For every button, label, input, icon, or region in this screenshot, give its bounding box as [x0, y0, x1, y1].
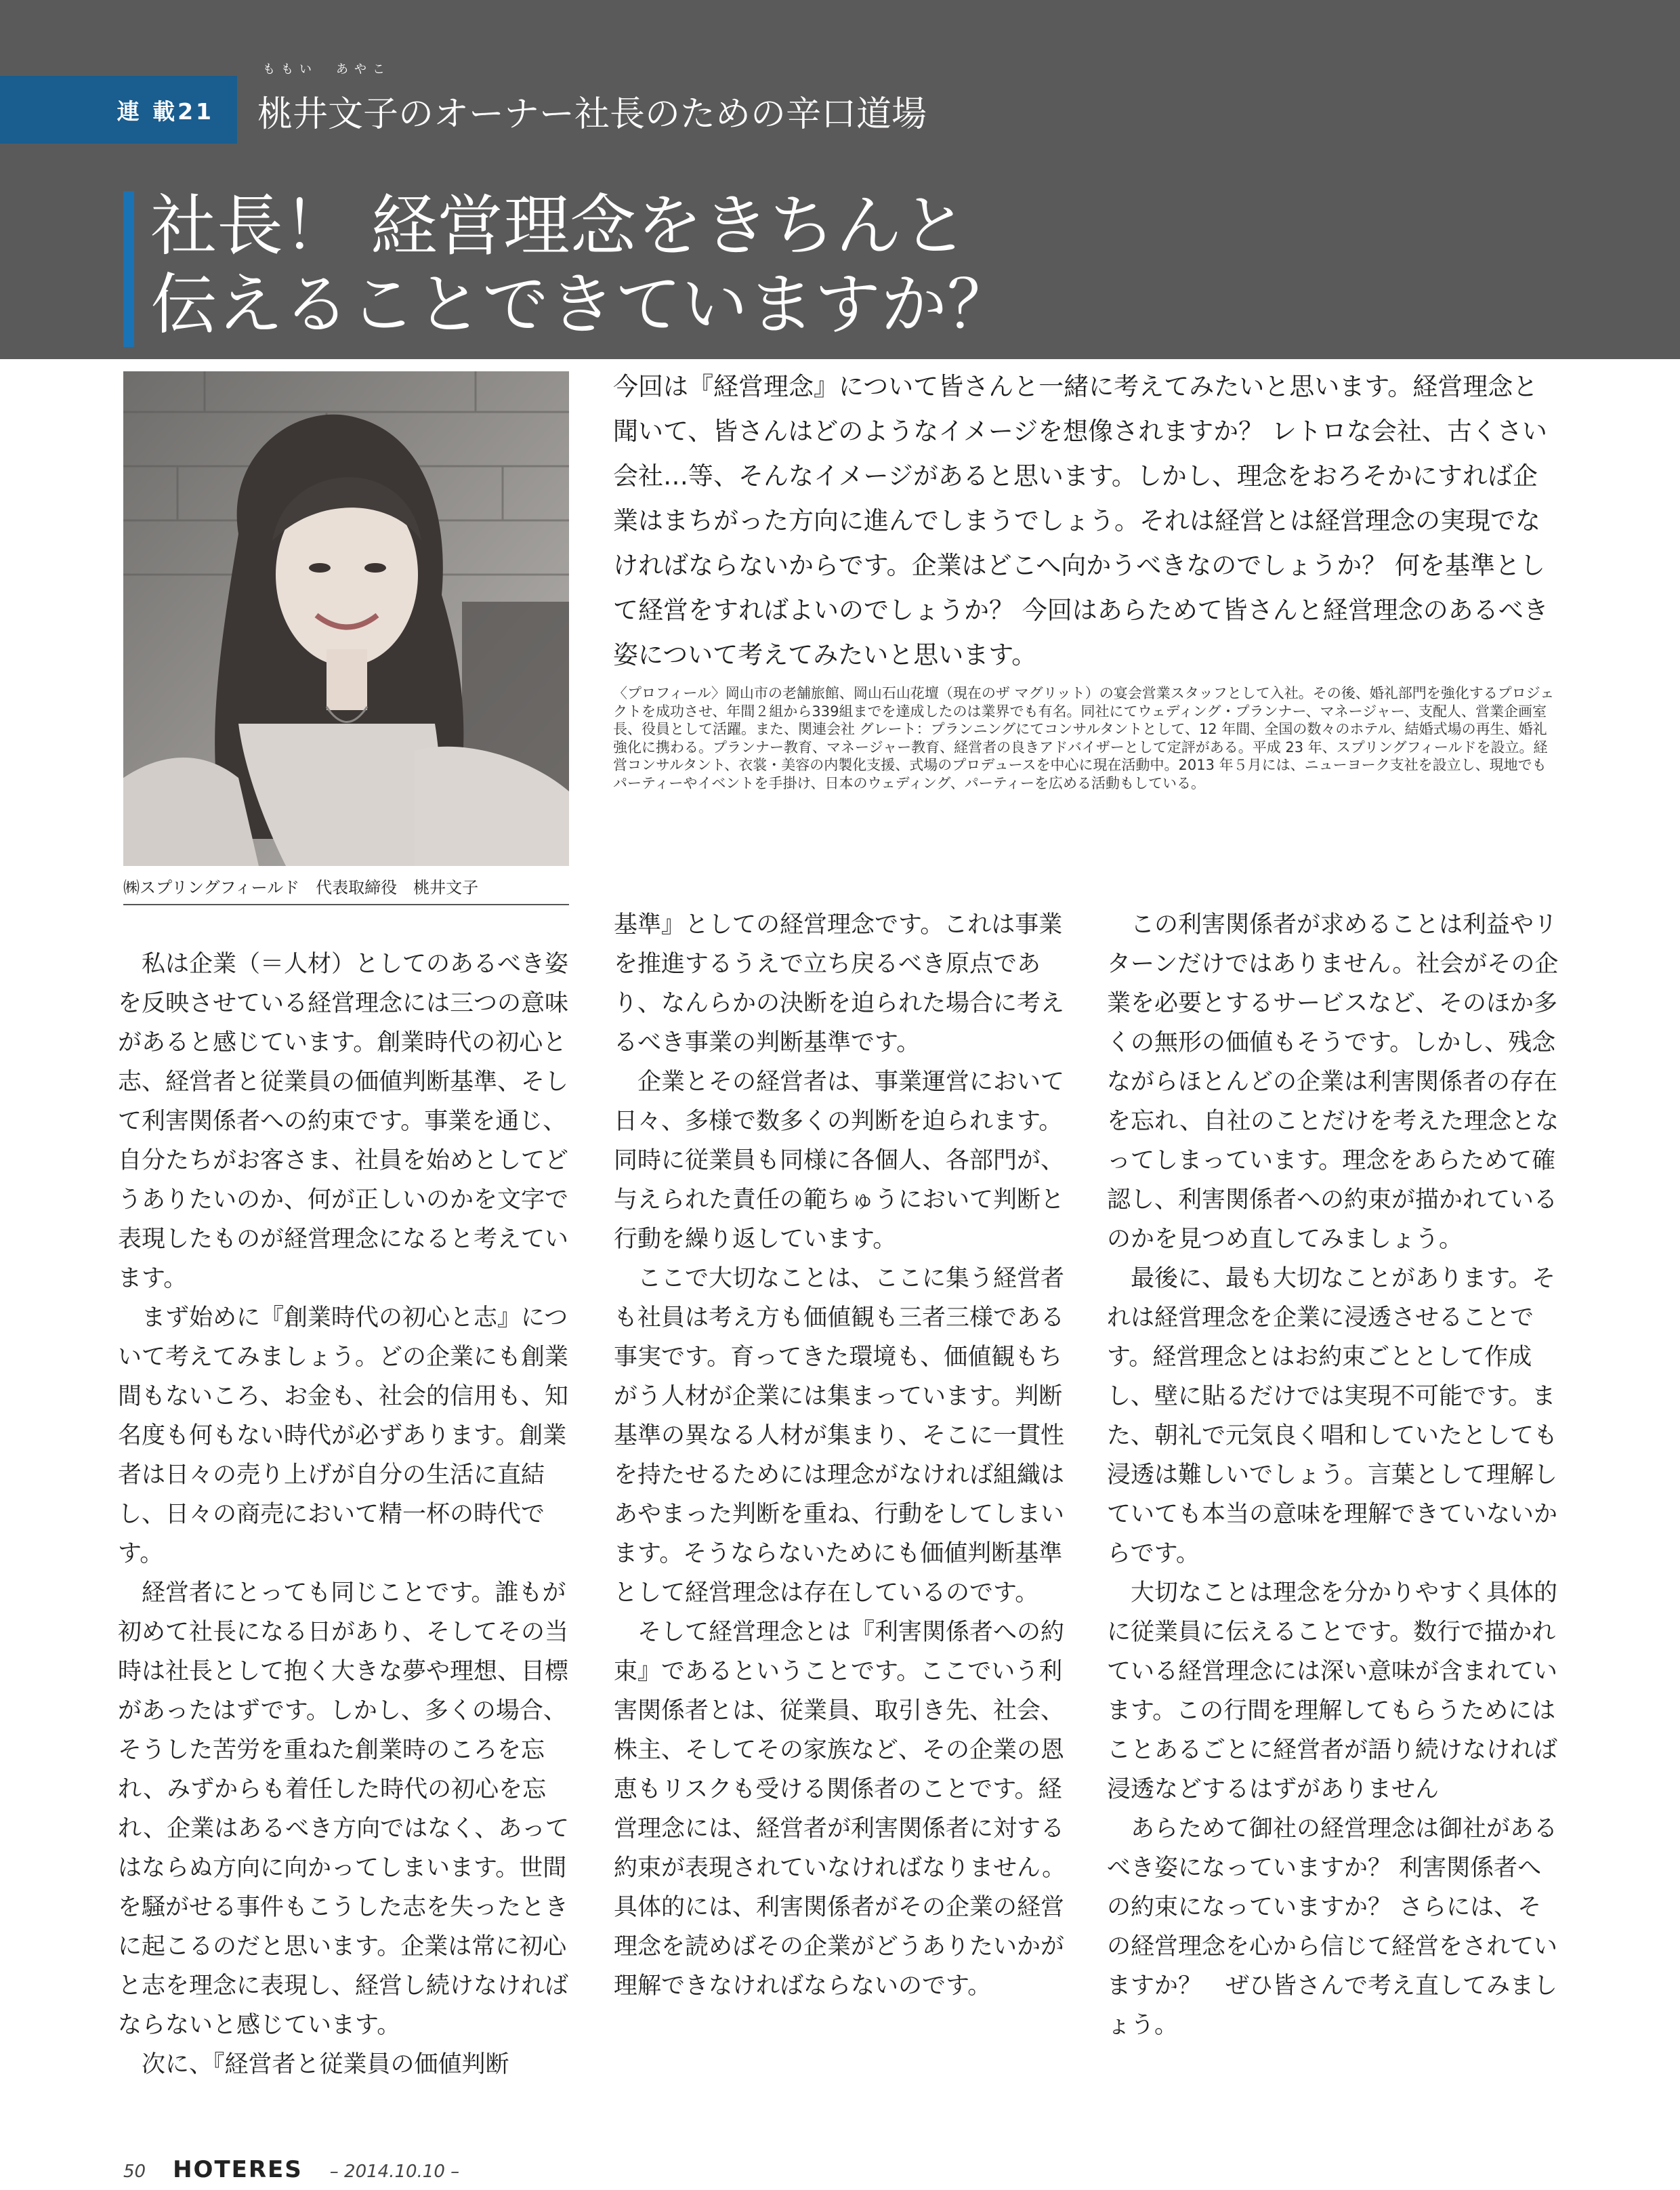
profile: [613, 684, 1558, 792]
lead-text: 今回は『経営理念』について皆さんと一緒に考えてみたいと思います。経営理念と聞いて、皆さんはどのようなイメージを想像されますか？ レトロな会社、古くさい会社…等、そんなイメージがあると思います。しかし、理念をおろそかにすれば企業はまちがった方向に進んでしまうでしょう。それは経営とは経営理念の実現でなければならないからです。企業はどこへ向かうべきなのでしょうか？ 何を基準として経営をすればよいのでしょうか？ 今回はあらためて皆さんと経営理念のあるべき姿について考えてみたいと思います。: [613, 372, 1549, 669]
title-line-2: 伝えることできていますか？: [150, 266, 1014, 344]
series-tag: 連 載21: [0, 76, 237, 144]
paragraph: 最後に、最も大切なことがあります。それは経営理念を企業に浸透させることです。経営理念とはお約束ごととして作成し、壁に貼るだけでは実現不可能です。また、朝礼で元気良く唱和していたとしても浸透は難しいでしょう。言葉として理解していても本当の意味を理解できていないからです。: [1107, 1265, 1558, 1567]
paragraph: まず始めに『創業時代の初心と志』について考えてみましょう。どの企業にも創業間もないころ、お金も、社会的信用も、知名度も何もない時代が必ずあります。創業者は日々の売り上げが自分の生活に直結し、日々の商売において精一杯の時代です。: [118, 1304, 569, 1567]
paragraph: ここで大切なことは、ここに集う経営者も社員は考え方も価値観も三者三様である事実です。育ってきた環境も、価値観もちがう人材が企業には集まっています。判断基準の異なる人材が集まり、そこに一貫性を持たせるためには理念がなければ組織はあやまった判断を重ね、行動をしてしまいます。そうならないためにも価値判断基準として経営理念は存在しているのです。: [614, 1265, 1065, 1607]
photo-caption: ㈱スプリングフィールド 代表取締役 桃井文子: [123, 878, 479, 897]
series-title: 桃井文子のオーナー社長のための辛口道場: [257, 94, 927, 135]
issue-date: – 2014.10.10 –: [329, 2162, 460, 2182]
paragraph: この利害関係者が求めることは利益やリターンだけではありません。社会がその企業を必要とするサービスなど、そのほか多くの無形の価値もそうです。しかし、残念ながらほとんどの企業は利害関係者の存在を忘れ、自社のことだけを考えた理念となってしまっています。理念をあらためて確認し、利害関係者への約束が描かれているのかを見つめ直してみましょう。: [1107, 911, 1559, 1253]
profile-text: 〈プロフィール〉岡山市の老舗旅館、岡山石山花壇（現在のザ マグリット）の宴会営業スタッフとして入社。その後、婚礼部門を強化するプロジェクトを成功させ、年間２組から339組までを達成したのは業界でも有名。同社にてウェディング・プランナー、マネージャー、支配人、営業企画室長、役員として活躍。また、関連会社 グレート：プランニングにてコンサルタントとして、12 年間、全国の数々のホテル、結婚式場の再生、婚礼強化に携わる。プランナー教育、マネージャー教育、経営者の良きアドバイザーとして定評がある。平成 23 年、スプリングフィールドを設立。経営コンサルタント、衣裳・美容の内製化支援、式場のプロデュースを中心に現在活動中。2013 年５月には、ニューヨーク支社を設立し、現地でもパーティーやイベントを手掛け、日本のウェディング、パーティーを広める活動もしている。: [613, 685, 1555, 791]
author-photo: [123, 371, 569, 866]
paragraph-continued: 基準』としての経営理念です。これは事業を推進するうえで立ち戻るべき原点であり、なんらかの決断を迫られた場合に考えるべき事業の判断基準です。: [614, 911, 1065, 1056]
paragraph: 経営者にとっても同じことです。誰もが初めて社長になる日があり、そしてその当時は社長として抱く大きな夢や理想、目標があったはずです。しかし、多くの場合、そうした苦労を重ねた創業時のころを忘れ、みずからも着任した時代の初心を忘れ、企業はあるべき方向ではなく、あってはならぬ方向に向かってしまいます。世間を騒がせる事件もこうした志を失ったときに起こるのだと思います。企業は常に初心と志を理念に表現し、経営し続けなければならないと感じています。: [118, 1579, 570, 2039]
paragraph: 私は企業（＝人材）としてのあるべき姿を反映させている経営理念には三つの意味があると感じています。創業時代の初心と志、経営者と従業員の価値判断基準、そして利害関係者への約束です。事業を通じ、自分たちがお客さま、社員を始めとしてどうありたいのか、何が正しいのかを文字で表現したものが経営理念になると考えています。: [118, 951, 569, 1292]
paragraph: そして経営理念とは『利害関係者への約束』であるということです。ここでいう利害関係者とは、従業員、取引き先、社会、株主、そしてその家族など、その企業の恩恵もリスクも受ける関係者のことです。経営理念には、経営者が利害関係者に対する約束が表現されていなければなりません。具体的には、利害関係者がその企業の経営理念を読めばその企業がどうありたいかが理解できなければならないのです。: [614, 1619, 1066, 2000]
lead-paragraph: [613, 365, 1558, 678]
page-title: [150, 187, 1013, 344]
paragraph: 大切なことは理念を分かりやすく具体的に従業員に伝えることです。数行で描かれている経営理念には深い意味が含まれています。この行間を理解してもらうためにはことあるごとに経営者が語り続けなければ浸透などするはずがありません: [1107, 1579, 1558, 1803]
body-column-2: [614, 905, 1066, 2006]
author-ruby: ももい あやこ: [263, 62, 391, 77]
caption-divider: [123, 904, 569, 905]
title-line-1: 社長！ 経営理念をきちんと: [150, 188, 969, 265]
body-column-1: [118, 945, 570, 2084]
page-footer: [123, 2156, 459, 2183]
author-portrait-image: [123, 371, 569, 866]
paragraph: 次に、『経営者と従業員の価値判断: [142, 2051, 509, 2078]
paragraph: 企業とその経営者は、事業運営において日々、多様で数多くの判断を迫られます。同時に従業員も同様に各個人、各部門が、与えられた責任の範ちゅうにおいて判断と行動を繰り返しています。: [614, 1069, 1065, 1253]
title-accent-bar: [123, 191, 134, 347]
body-column-3: [1107, 905, 1559, 2045]
page-number: 50: [123, 2162, 146, 2182]
magazine-name: HOTERES: [173, 2156, 303, 2183]
paragraph: あらためて御社の経営理念は御社があるべき姿になっていますか？ 利害関係者への約束になっていますか？ さらには、その経営理念を心から信じて経営をされていますか？ ぜひ皆さんで考え直してみましょう。: [1107, 1815, 1558, 2039]
